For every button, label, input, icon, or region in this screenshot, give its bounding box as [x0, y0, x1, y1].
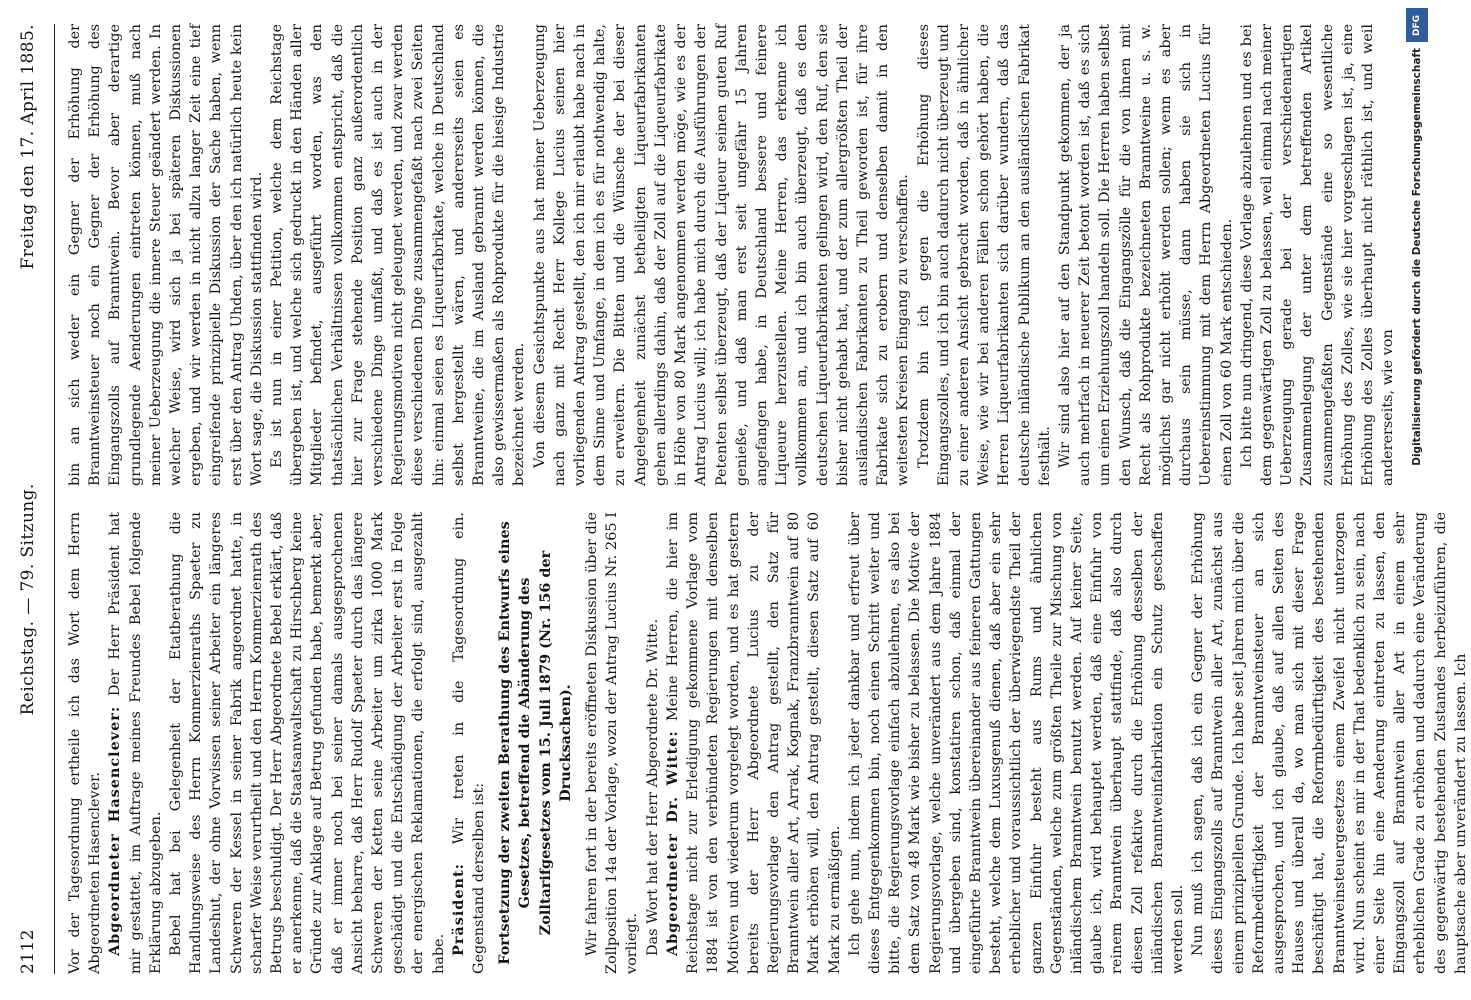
speech-text: Wir treten in die Tagesordnung ein. Gegenstand derselben ist:	[450, 512, 488, 974]
dfg-credit-strip	[1404, 8, 1430, 1000]
paragraph	[449, 512, 489, 974]
paragraph: bin an sich weder ein Gegner der Erhöhung der Branntweinsteuer noch ein Gegner der Erhöhung des Eingangszolls auf Branntwein. Bevor aber derartige grundlegende Aenderungen eintreten können, muß nach meiner Ueberzeugung die innere Steuer geändert werden. In welcher Weise, wird sich ja bei späteren Diskussionen ergeben, und wir werden in nicht allzu langer Zeit eine tief eingreifende prinzipielle Diskussion der Sache haben, wenn erst über den Antrag Uhden, über den ich natürlich heute kein Wort sage, die Diskussion stattfinden wird.	[67, 24, 265, 486]
paragraph: Das Wort hat der Herr Abgeordnete Dr. Witte.	[644, 618, 661, 956]
paragraph: Vor der Tagesordnung ertheile ich das Wort dem Herrn Abgeordneten Hasenclever.	[67, 512, 104, 974]
agenda-heading: Fortsetzung der zweiten Berathung des Entwurfs eines Gesetzes, betreffend die Abänderung des Zolltarifgesetzes vom 15. Juli 1879 (Nr. 156 der Drucksachen).	[496, 521, 574, 965]
paragraph	[105, 512, 166, 974]
paragraph: Wir fahren fort in der bereits eröffneten Diskussion über die Zollposition 14a der Vorlage, wozu der Antrag Lucius Nr. 265 I vorliegt.	[584, 512, 641, 974]
page-number: 2112	[18, 929, 38, 974]
paragraph: Bebel hat bei Gelegenheit der Etatberathung die Handlungsweise des Herrn Kommerzienraths Spaeter zu Landeshut, der ohne Vorwissen seiner Arbeiter ein längeres Schweren der Kessel in seiner Fabrik angeordnet hatte, in scharfer Weise verurtheilt und den Herrn Kommerzienrath des Betrugs beschuldigt. Der Herr Abgeordnete Bebel erklärt, daß er anerkenne, daß die Staatsanwaltschaft zu Hirschberg keine Gründe zur Anklage auf Betrug gefunden habe, bemerkt aber, daß er immer noch bei seiner damals ausgesprochenen Ansicht beharre, daß Herr Rudolf Spaeter durch das längere Schweren der Ketten seine Arbeiter um zirka 1000 Mark geschädigt und die Entschädigung der Arbeiter erst in Folge der energischen Reklamationen, die erfolgt sind, ausgezahlt habe.	[168, 512, 447, 974]
paragraph: Ich bitte nun dringend, diese Vorlage abzulehnen und es bei dem gegenwärtigen Zoll zu belassen, weil einmal nach meiner Ueberzeugung gerade bei der verschiedenartigen Zusammenlegung der unter dem betreffenden Artikel zusammengefaßten Gegenstände eine so wesentliche Erhöhung des Zolles, wie sie hier vorgeschlagen ist, ja, eine Erhöhung des Zolles überhaupt nicht räthlich ist, und weil andererseits, wie von	[1238, 24, 1397, 486]
paragraph: Ich gehe nun, indem ich jeder dankbar und erfreut über dieses Entgegenkommen bin, noch einen Schritt weiter und bitte, die Regierungsvorlage einfach abzulehnen, es also bei dem Satz von 48 Mark wie bisher zu belassen. Die Motive der Regierungsvorlage, welche unverändert aus dem Jahre 1884 und übergeben sind, konstatiren schon, daß einmal der eingeführte Branntwein übereinander aus feineren Gattungen besteht, welche dem Luxusgenuß dienen, daß aber ein sehr erheblicher und voraussichtlich der überwiegendste Theil der ganzen Einfuhr besteht aus Rums und ähnlichen Gegenständen, welche zum größten Theile zur Mischung von inländischem Branntwein benutzt werden. Auf keiner Seite, glaube ich, wird behauptet werden, daß eine Einfuhr von reinem Branntwein überhaupt stattfinde, daß also durch diesen Zoll refaktive durch die Erhöhung desselben der inländischen Branntweinfabrikation ein Schutz geschaffen werden soll.	[846, 512, 1186, 974]
page-header	[18, 24, 55, 974]
speaker-name: Präsident:	[449, 863, 467, 956]
session-title: Reichstag. — 79. Sitzung.	[18, 483, 38, 716]
paragraph: Trotzdem bin ich gegen die Erhöhung dieses Eingangszolles, und ich bin auch dadurch nicht überzeugt und zu einer anderen Ansicht gebracht worden, daß in ähnlicher Weise, wie wir bei anderen Fällen schon gehört haben, die Herren Liqueurfabrikanten sich darüber wundern, daß das deutsche inländische Publikum an den ausländischen Fabrikat festhält.	[915, 24, 1053, 486]
dfg-logo: DFG	[1406, 8, 1428, 42]
paragraph: Wir sind also hier auf den Standpunkt gekommen, der ja auch mehrfach in neuerer Zeit betont worden ist, daß es sich um einen Erziehungszoll handeln soll. Die Herren haben selbst den Wunsch, daß die Eingangszölle für die von ihnen mit Recht als Rohprodukte bezeichneten Branntweine u. s. w. möglichst gar nicht erhöht werden sollen; wenn es aber durchaus sein müsse, dann haben sie sich in Uebereinstimmung mit dem Herrn Abgeordneten Lucius für einen Zoll von 60 Mark entschieden.	[1056, 24, 1235, 486]
speech-text: Der Herr Präsident hat mir gestattet, im Auftrage meines Freundes Bebel folgende Erklärung abzugeben.	[107, 512, 164, 974]
paragraph: Es ist nun in einer Petition, welche dem Reichstage übergeben ist, und welche sich gedruckt in den Händen aller Mitglieder befindet, ausgeführt worden, was den thatsächlichen Verhältnissen vollkommen entspricht, daß die hier zur Frage stehende Position ganz außerordentlich verschiedene Dinge umfaßt, und daß es ist auch in der Regierungsmotiven nicht geleugnet werden, und zwar werden diese verschiedenen Dinge zusammengefaßt nach zwei Seiten hin: einmal seien es Liqueurfabrikate, welche in Deutschland selbst hergestellt wären, und andererseits seien es Branntweine, die im Ausland gebrannt werden können, die also gewissermaßen als Rohprodukte für die hiesige Industrie bezeichnet werden.	[269, 24, 528, 486]
column-right	[65, 24, 1397, 486]
column-left	[65, 512, 1469, 974]
speech-text: Meine Herren, die hier im Reichstage nicht zur Erledigung gekommene Vorlage vom 1884 ist von den verbündeten Regierungen mit denselben Motiven und wiederum vorgelegt worden, und es hat gestern bereits der Herr Abgeordnete Lucius zu der Regierungsvorlage den Antrag gestellt, den Satz für Branntwein aller Art, Arrak, Kognak, Franzbranntwein auf 80 Mark erhöhen will, den Antrag gestellt, diesen Satz auf 60 Mark zu ermäßigen.	[664, 512, 843, 974]
speaker-name: Abgeordneter Hasenclever:	[106, 705, 124, 956]
speaker-name: Abgeordneter Dr. Witte:	[663, 730, 681, 956]
paragraph	[663, 512, 845, 974]
issue-date: Freitag den 17. April 1885.	[18, 24, 38, 270]
paragraph: Von diesem Gesichtspunkte aus hat meiner Ueberzeugung nach ganz mit Recht Herr Kollege Lucius seinen hier vorliegenden Antrag gestellt, den ich mir erlaubt habe nach in dem Sinne und Umfange, in dem ich es für nothwendig halte, zu erweitern. Die Bitten und die Wünsche der bei dieser Angelegenheit zunächst betheiligten Liqueurfabrikanten gehen allerdings dahin, daß der Zoll auf die Liqueurfabrikate in Höhe von 80 Mark angenommen werden möge, wie es der Antrag Lucius will; ich habe mich durch die Ausführungen der Petenten selbst überzeugt, daß der Liqueur seinen guten Ruf genieße, und daß man erst seit ungefähr 15 Jahren angefangen habe, in Deutschland bessere und feinere Liqueure herzustellen. Meine Herren, das erkenne ich vollkommen an, und ich bin auch überzeugt, daß es den deutschen Liqueurfabrikanten gelingen wird, den Ruf, den sie bisher nicht gehabt hat, und der zum allergrößten Theil der ausländischen Fabrikanten zu Theil geworden ist, für ihre Fabrikate sich zu erobern und denselben damit in den weitesten Kreisen Eingang zu verschaffen.	[531, 24, 912, 486]
paragraph: Nun muß ich sagen, daß ich ein Gegner der Erhöhung dieses Eingangszolls auf Branntwein aller Art, zunächst aus einem prinzipiellen Grunde. Ich habe seit Jahren mich über die Reformbedürftigkeit der Branntweinsteuer an sich ausgesprochen, und ich glaube, daß auf allen Seiten des Hauses und überall da, wo man sich mit dieser Frage beschäftigt hat, die Reformbedürftigkeit des bestehenden Branntweinsteuergesetzes einem Zweifel nicht unterzogen wird. Nun scheint es mir in der That bedenklich zu sein, nach einer Seite hin eine Aenderung eintreten zu lassen, den Eingangszoll auf Branntwein aller Art in einem sehr erheblichen Grade zu erhöhen und dadurch eine Veränderung des gegenwärtig bestehenden Zustandes herbeizuführen, die hauptsache aber unverändert zu lassen. Ich	[1190, 512, 1469, 974]
digitization-credit: Digitalisierung gefördert durch die Deutsche Forschungsgemeinschaft	[1411, 48, 1423, 466]
